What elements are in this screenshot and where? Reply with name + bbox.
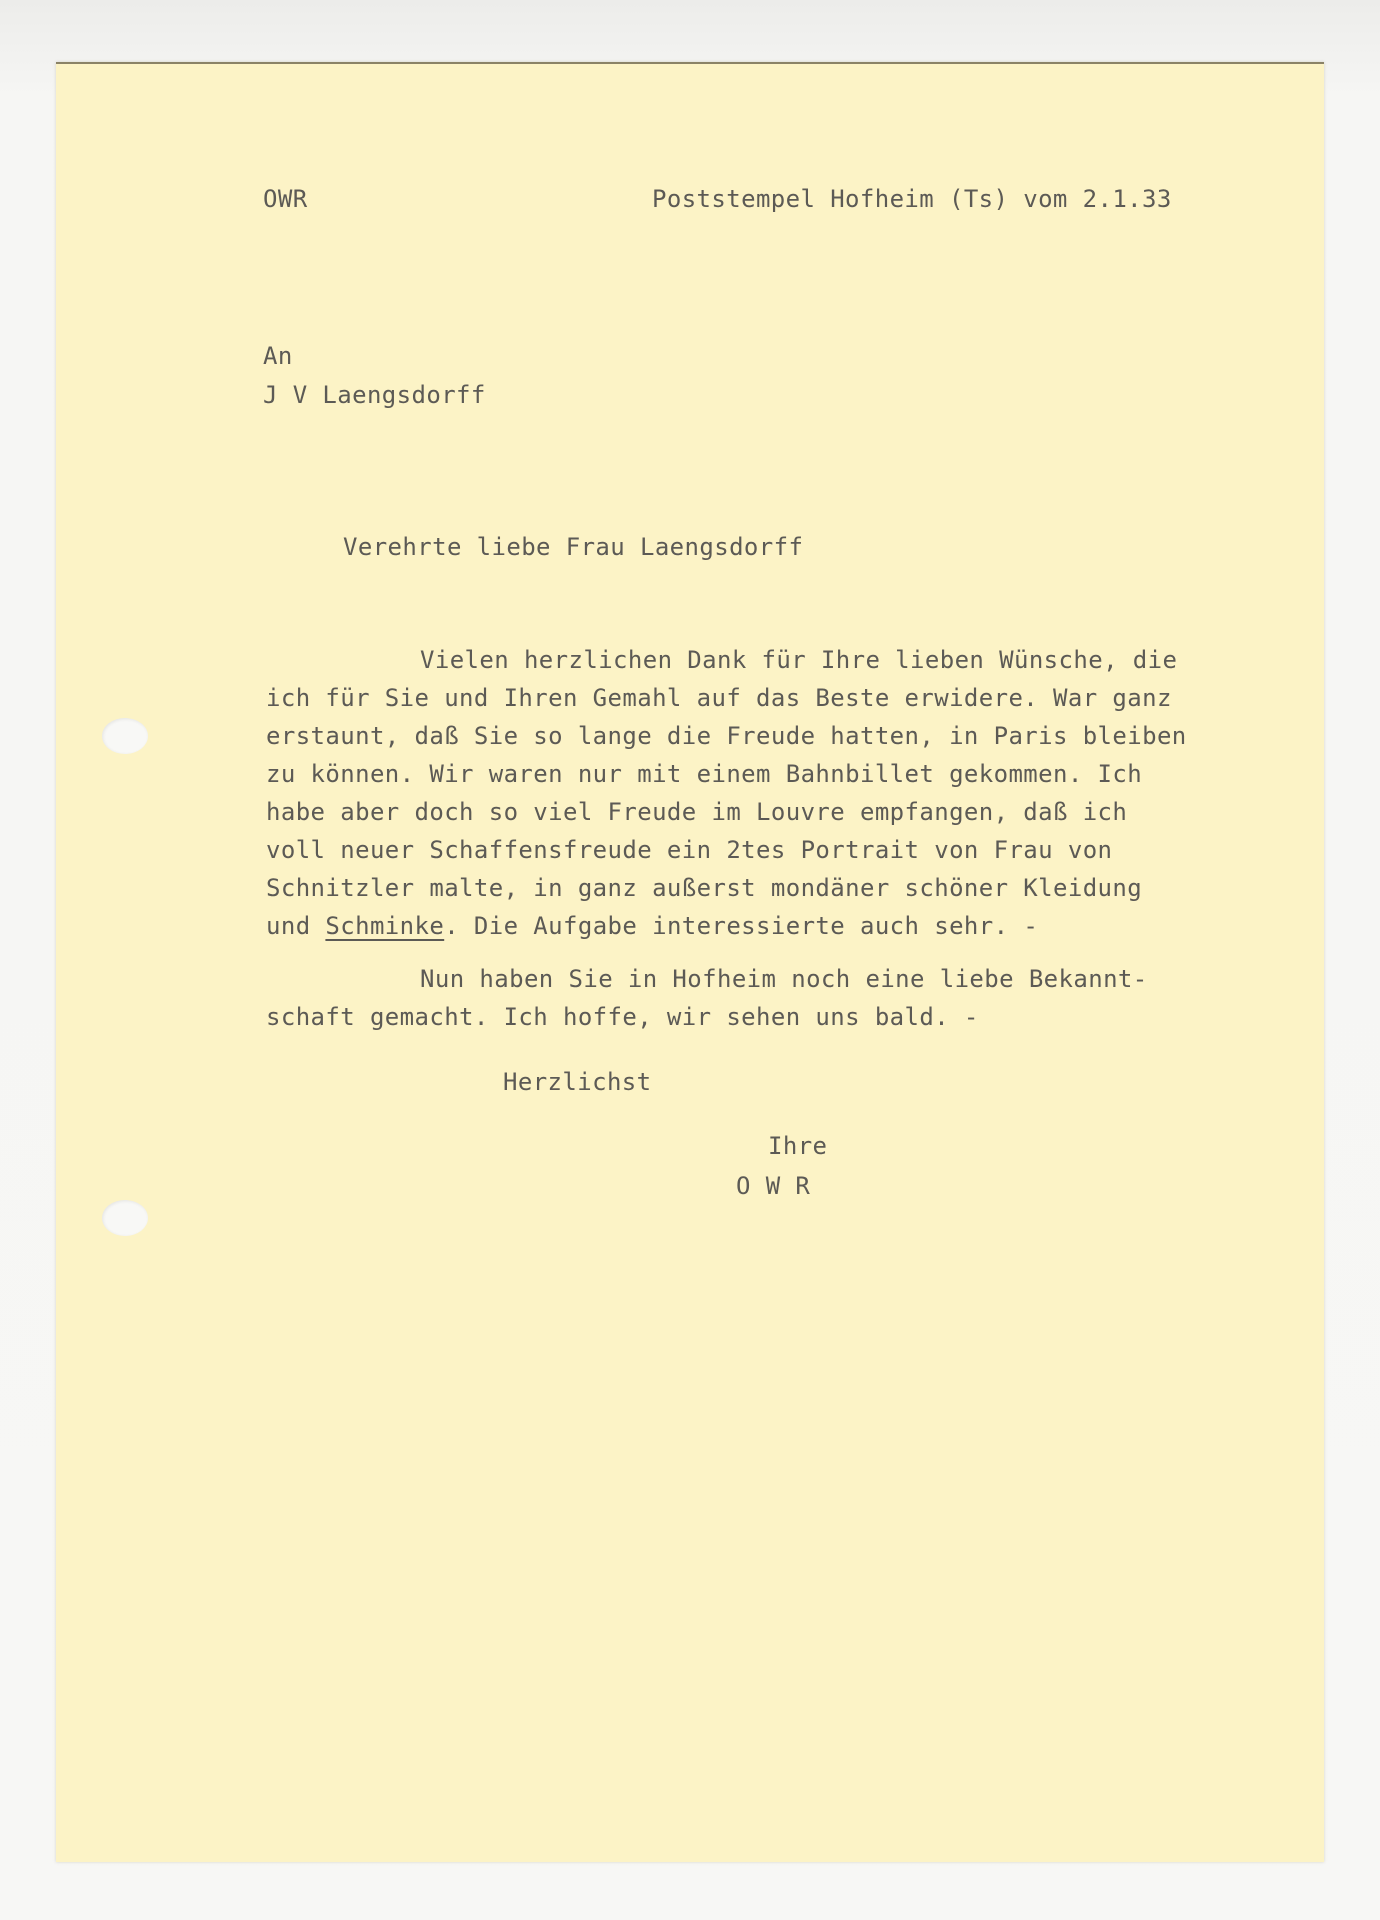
paragraph2-line: schaft gemacht. Ich hoffe, wir sehen uns bald. - [266, 1003, 979, 1031]
paragraph1-line: voll neuer Schaffensfreude ein 2tes Portrait von Frau von [266, 836, 1113, 864]
paragraph1-line: ich für Sie und Ihren Gemahl auf das Beste erwidere. War ganz [266, 684, 1172, 712]
signoff: Ihre [768, 1132, 828, 1160]
paragraph1-line: habe aber doch so viel Freude im Louvre empfangen, daß ich [266, 798, 1128, 826]
punch-hole-top [102, 718, 148, 754]
postmark-note: Poststempel Hofheim (Ts) vom 2.1.33 [652, 185, 1172, 213]
paragraph2-line: Nun haben Sie in Hofheim noch eine liebe Bekannt- [420, 965, 1148, 993]
sender-initials: OWR [263, 185, 308, 213]
line-end-text: . Die Aufgabe interessierte auch sehr. - [444, 912, 1039, 940]
line-start-text: und [266, 912, 326, 940]
signature: O W R [736, 1172, 811, 1200]
paragraph1-line: Vielen herzlichen Dank für Ihre lieben Wünsche, die [420, 646, 1178, 674]
underlined-word: Schminke [325, 912, 445, 940]
closing: Herzlichst [503, 1068, 652, 1096]
recipient-name: J V Laengsdorff [263, 381, 486, 409]
paragraph1-last-line [266, 907, 1038, 945]
salutation: Verehrte liebe Frau Laengsdorff [343, 533, 804, 561]
paragraph1-line: erstaunt, daß Sie so lange die Freude hatten, in Paris bleiben [266, 722, 1187, 750]
punch-hole-bottom [102, 1200, 148, 1236]
address-prefix: An [263, 342, 293, 370]
paragraph1-line: zu können. Wir waren nur mit einem Bahnbillet gekommen. Ich [266, 760, 1143, 788]
paragraph1-line: Schnitzler malte, in ganz außerst mondäner schöner Kleidung [266, 874, 1143, 902]
